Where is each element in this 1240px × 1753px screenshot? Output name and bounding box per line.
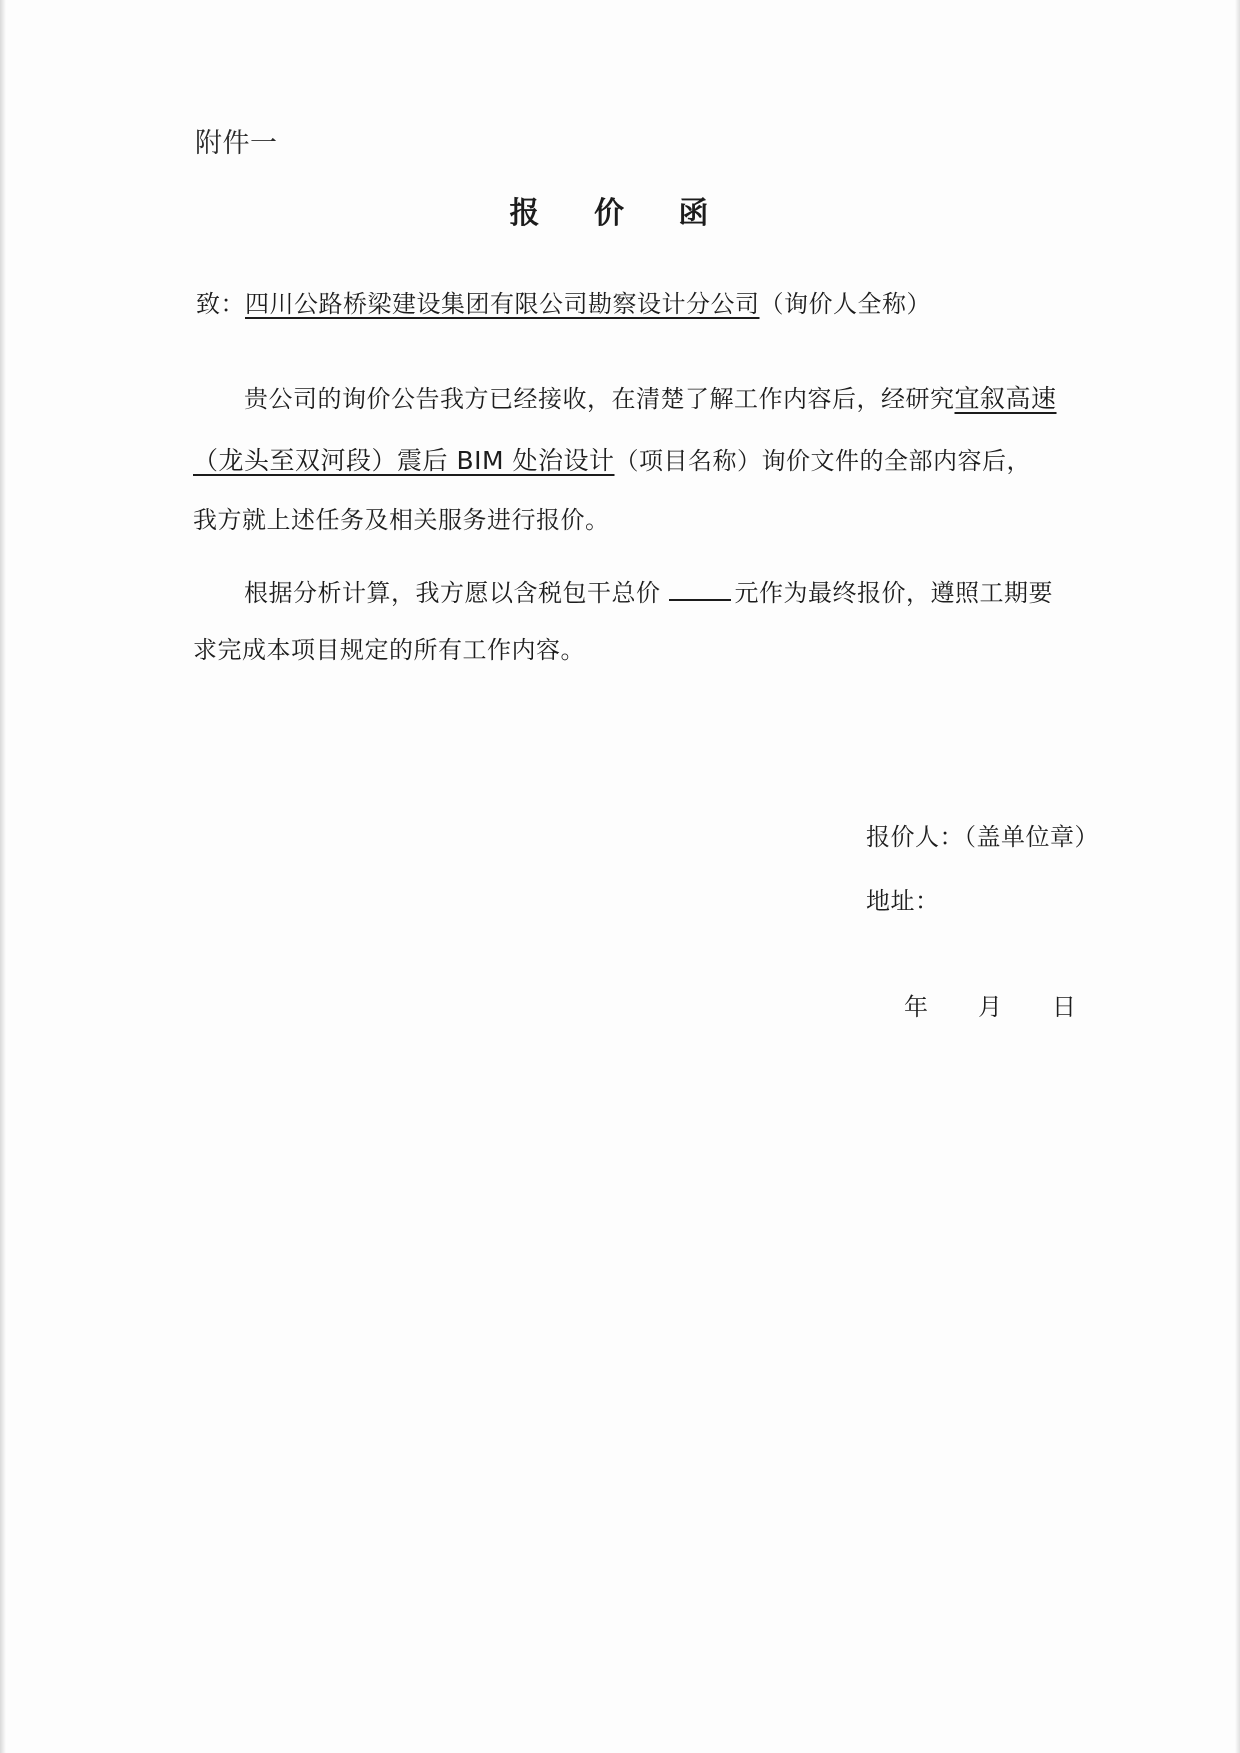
project-name-part2: （龙头至双河段）震后 BIM 处治设计 xyxy=(193,446,615,475)
paragraph1-line1-text: 贵公司的询价公告我方已经接收，在清楚了解工作内容后，经研究 xyxy=(244,385,955,413)
paragraph2-line1 xyxy=(244,577,1053,609)
day-label: 日 xyxy=(1052,993,1076,1021)
scan-edge-left xyxy=(0,0,6,1753)
price-blank-field xyxy=(669,577,731,601)
recipient-note: （询价人全称） xyxy=(759,290,931,318)
document-title: 报 价 函 xyxy=(509,196,731,231)
year-label: 年 xyxy=(904,993,928,1021)
paragraph1-line3: 我方就上述任务及相关服务进行报价。 xyxy=(193,506,610,534)
quoter-label: 报价人： xyxy=(866,823,964,851)
address-line xyxy=(866,885,940,917)
paragraph2-before-blank: 根据分析计算，我方愿以含税包干总价 xyxy=(244,579,661,607)
recipient-name: 四川公路桥梁建设集团有限公司勘察设计分公司 xyxy=(245,290,760,318)
quoter-line xyxy=(866,821,1099,853)
date-line xyxy=(904,991,1076,1023)
paragraph1-line2 xyxy=(193,445,1031,477)
address-label: 地址： xyxy=(866,887,940,915)
project-name-part1: 宜叙高速 xyxy=(954,384,1057,413)
quoter-note: （盖单位章） xyxy=(964,823,1099,851)
month-label: 月 xyxy=(978,993,1002,1021)
paragraph2-after-blank: 元作为最终报价，遵照工期要 xyxy=(734,579,1053,607)
to-prefix: 致： xyxy=(196,290,245,318)
paragraph1-line2-text: （项目名称）询价文件的全部内容后， xyxy=(614,447,1031,475)
paragraph1-line1 xyxy=(244,383,1057,415)
recipient-line xyxy=(196,288,931,320)
scan-edge-right xyxy=(1235,0,1240,1753)
paragraph2-line2: 求完成本项目规定的所有工作内容。 xyxy=(193,636,585,664)
attachment-label: 附件一 xyxy=(195,128,278,159)
